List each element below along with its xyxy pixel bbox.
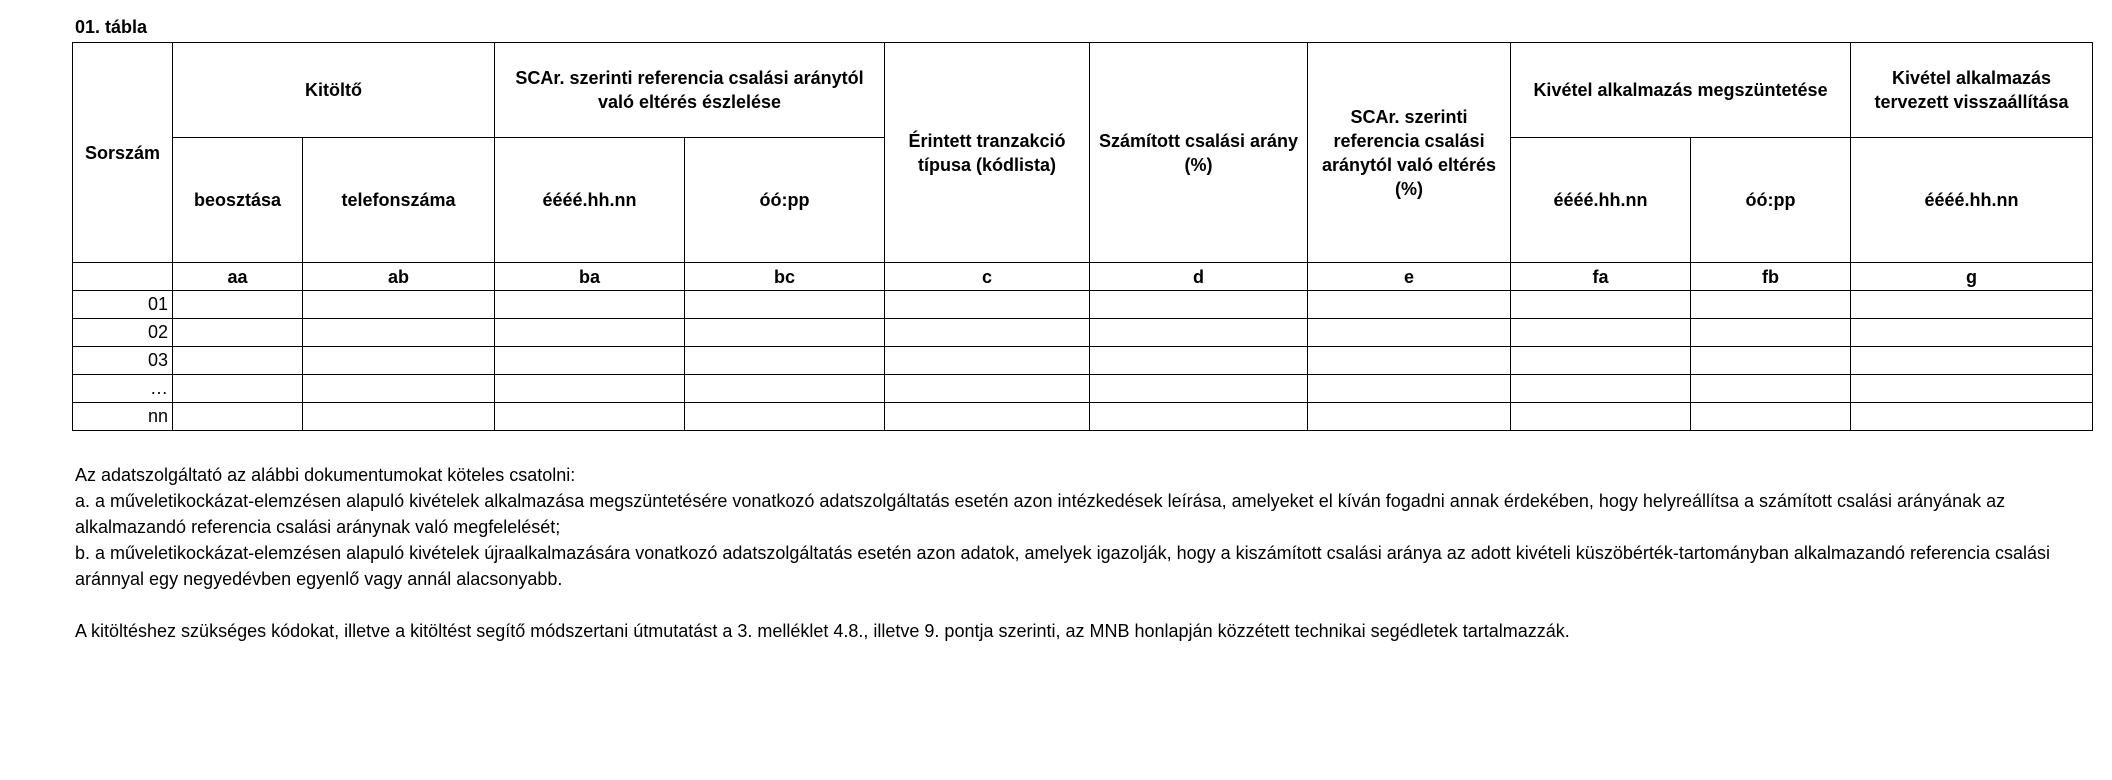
table-cell[interactable] — [303, 347, 495, 375]
table-cell[interactable] — [495, 319, 685, 347]
table-row — [73, 347, 2093, 375]
code-cell: fb — [1691, 263, 1851, 291]
table-cell[interactable] — [173, 375, 303, 403]
header-datum-ba: éééé.hh.nn — [495, 138, 685, 263]
header-scar-eszleles: SCAr. szerinti referencia csalási aránytól való eltérés észlelése — [495, 43, 885, 138]
table-cell[interactable] — [1511, 403, 1691, 431]
row-number: … — [73, 375, 173, 403]
table-cell[interactable] — [1090, 375, 1308, 403]
header-erintett-tranzakcio: Érintett tranzakció típusa (kódlista) — [885, 43, 1090, 263]
header-telefonszama: telefonszáma — [303, 138, 495, 263]
header-ido-fb: óó:pp — [1691, 138, 1851, 263]
header-sorszam: Sorszám — [73, 43, 173, 263]
table-cell[interactable] — [1090, 319, 1308, 347]
table-cell[interactable] — [885, 347, 1090, 375]
table-cell[interactable] — [885, 291, 1090, 319]
table-cell[interactable] — [685, 403, 885, 431]
table-cell[interactable] — [685, 291, 885, 319]
header-kivetel-megszuntetese: Kivétel alkalmazás megszüntetése — [1511, 43, 1851, 138]
code-cell: e — [1308, 263, 1511, 291]
table-cell[interactable] — [685, 375, 885, 403]
table-title: 01. tábla — [75, 17, 148, 37]
data-table — [72, 42, 2093, 431]
notes-item-b: b. a műveletikockázat-elemzésen alapuló kivételek újraalkalmazására vonatkozó adatszolgáltatás esetén azon adatok, amelyek igazolják, hogy a kiszámított csalási aránya az adott kivételi küszöbérték-tartományban alkalmazandó referencia csalási aránnyal egy negyedévben egyenlő vagy annál alacsonyabb. — [75, 543, 2051, 589]
header-datum-fa: éééé.hh.nn — [1511, 138, 1691, 263]
header-datum-g: éééé.hh.nn — [1851, 138, 2093, 263]
notes-section — [75, 462, 2095, 644]
table-cell[interactable] — [885, 375, 1090, 403]
table-cell[interactable] — [495, 403, 685, 431]
code-cell-empty — [73, 263, 173, 291]
code-cell: d — [1090, 263, 1308, 291]
header-szamitott-csalasi-arany: Számított csalási arány (%) — [1090, 43, 1308, 263]
table-cell[interactable] — [1511, 319, 1691, 347]
table-cell[interactable] — [685, 347, 885, 375]
header-row-1 — [73, 43, 2093, 138]
table-cell[interactable] — [173, 403, 303, 431]
row-number: 02 — [73, 319, 173, 347]
table-cell[interactable] — [1090, 347, 1308, 375]
row-number: 01 — [73, 291, 173, 319]
table-cell[interactable] — [1851, 403, 2093, 431]
table-cell[interactable] — [303, 319, 495, 347]
table-cell[interactable] — [685, 319, 885, 347]
notes-item-a: a. a műveletikockázat-elemzésen alapuló kivételek alkalmazása megszüntetésére vonatkozó adatszolgáltatás esetén azon intézkedések leírása, amelyeket el kíván fogadni annak érdekében, hogy helyreállítsa a számított csalási arányának az alkalmazandó referencia csalási aránynak való megfelelését; — [75, 491, 2006, 537]
table-row — [73, 403, 2093, 431]
code-cell: g — [1851, 263, 2093, 291]
table-row — [73, 291, 2093, 319]
table-cell[interactable] — [303, 375, 495, 403]
table-cell[interactable] — [1851, 347, 2093, 375]
code-cell: c — [885, 263, 1090, 291]
table-cell[interactable] — [495, 291, 685, 319]
code-cell: ba — [495, 263, 685, 291]
table-cell[interactable] — [885, 319, 1090, 347]
table-cell[interactable] — [1511, 347, 1691, 375]
table-cell[interactable] — [1090, 403, 1308, 431]
table-cell[interactable] — [1308, 403, 1511, 431]
code-cell: aa — [173, 263, 303, 291]
table-cell[interactable] — [1090, 291, 1308, 319]
code-cell: ab — [303, 263, 495, 291]
table-cell[interactable] — [173, 291, 303, 319]
notes-intro: Az adatszolgáltató az alábbi dokumentumokat köteles csatolni: — [75, 465, 576, 485]
table-cell[interactable] — [1691, 347, 1851, 375]
table-cell[interactable] — [1308, 347, 1511, 375]
table-cell[interactable] — [1511, 375, 1691, 403]
header-kitolto: Kitöltő — [173, 43, 495, 138]
table-cell[interactable] — [1851, 291, 2093, 319]
table-cell[interactable] — [303, 403, 495, 431]
table-cell[interactable] — [1691, 319, 1851, 347]
code-cell: bc — [685, 263, 885, 291]
table-cell[interactable] — [495, 375, 685, 403]
table-cell[interactable] — [1691, 291, 1851, 319]
table-cell[interactable] — [1308, 375, 1511, 403]
header-scar-elteres: SCAr. szerinti referencia csalási aránytól való eltérés (%) — [1308, 43, 1511, 263]
header-kivetel-visszaallitasa: Kivétel alkalmazás tervezett visszaállítása — [1851, 43, 2093, 138]
code-cell: fa — [1511, 263, 1691, 291]
table-cell[interactable] — [1851, 319, 2093, 347]
table-cell[interactable] — [495, 347, 685, 375]
table-cell[interactable] — [1691, 403, 1851, 431]
code-row — [73, 263, 2093, 291]
header-ido-bc: óó:pp — [685, 138, 885, 263]
table-cell[interactable] — [1851, 375, 2093, 403]
table-cell[interactable] — [885, 403, 1090, 431]
table-cell[interactable] — [1691, 375, 1851, 403]
table-row — [73, 375, 2093, 403]
row-number: nn — [73, 403, 173, 431]
row-number: 03 — [73, 347, 173, 375]
table-row — [73, 319, 2093, 347]
header-beosztasa: beosztása — [173, 138, 303, 263]
notes-footer: A kitöltéshez szükséges kódokat, illetve a kitöltést segítő módszertani útmutatást a 3. melléklet 4.8., illetve 9. pontja szerinti, az MNB honlapján közzétett technikai segédletek tartalmazzák. — [75, 621, 1570, 641]
table-cell[interactable] — [1308, 291, 1511, 319]
table-cell[interactable] — [173, 319, 303, 347]
table-cell[interactable] — [173, 347, 303, 375]
table-cell[interactable] — [1308, 319, 1511, 347]
table-cell[interactable] — [1511, 291, 1691, 319]
table-cell[interactable] — [303, 291, 495, 319]
